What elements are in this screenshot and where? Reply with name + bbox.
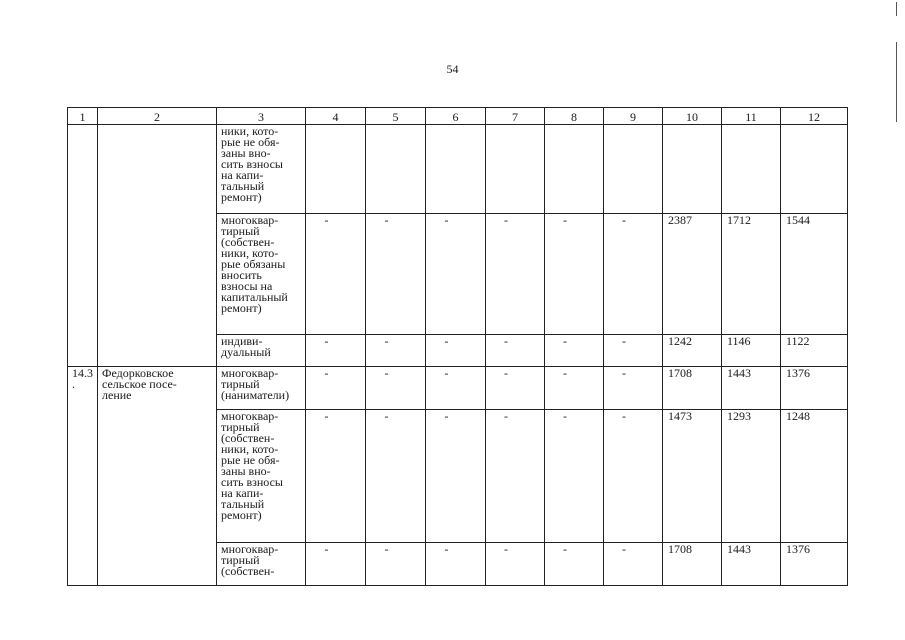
value-cell: - bbox=[545, 543, 604, 586]
value-cell: 1248 bbox=[781, 410, 848, 543]
page-number: 54 bbox=[446, 62, 459, 76]
value-cell: - bbox=[426, 367, 486, 410]
housing-type-cell: многоквар- тирный (собствен- ники, кото- рые обязаны вносить взносы на капитальный ремонт) bbox=[217, 214, 306, 335]
value-cell: - bbox=[366, 214, 426, 335]
value-cell: - bbox=[306, 335, 366, 367]
settlement-name-cell: Федорковское сельское посе- ление bbox=[98, 367, 217, 586]
value-cell: - bbox=[426, 335, 486, 367]
value-cell: 1544 bbox=[781, 214, 848, 335]
header-cell: 4 bbox=[306, 108, 366, 125]
value-cell: - bbox=[486, 410, 545, 543]
value-cell: 1122 bbox=[781, 335, 848, 367]
value-cell: 1293 bbox=[722, 410, 781, 543]
table-header-row bbox=[68, 108, 848, 125]
header-cell: 3 bbox=[217, 108, 306, 125]
value-cell: 1708 bbox=[663, 367, 722, 410]
header-cell: 5 bbox=[366, 108, 426, 125]
value-cell: - bbox=[366, 367, 426, 410]
housing-type-cell: многоквар- тирный (собствен- ники, кото- рые не обя- заны вно- сить взносы на капи- тальный ремонт) bbox=[217, 410, 306, 543]
value-cell: 1712 bbox=[722, 214, 781, 335]
settlement-name-cell bbox=[98, 125, 217, 367]
value-cell bbox=[722, 125, 781, 214]
header-cell: 6 bbox=[426, 108, 486, 125]
header-cell: 1 bbox=[68, 108, 98, 125]
row-number-cell bbox=[68, 125, 98, 367]
table-row bbox=[68, 367, 848, 410]
value-cell: - bbox=[545, 367, 604, 410]
value-cell: 1708 bbox=[663, 543, 722, 586]
value-cell: 1443 bbox=[722, 367, 781, 410]
value-cell: - bbox=[306, 214, 366, 335]
value-cell: 1146 bbox=[722, 335, 781, 367]
value-cell: - bbox=[604, 367, 663, 410]
value-cell: - bbox=[545, 214, 604, 335]
housing-type-cell: многоквар- тирный (собствен- bbox=[217, 543, 306, 586]
value-cell bbox=[604, 125, 663, 214]
housing-type-cell: ники, кото- рые не обя- заны вно- сить взносы на капи- тальный ремонт) bbox=[217, 125, 306, 214]
housing-type-cell: многоквар- тирный (наниматели) bbox=[217, 367, 306, 410]
value-cell bbox=[545, 125, 604, 214]
value-cell: - bbox=[604, 410, 663, 543]
header-cell: 10 bbox=[663, 108, 722, 125]
value-cell: - bbox=[486, 214, 545, 335]
value-cell: - bbox=[366, 335, 426, 367]
value-cell: - bbox=[426, 543, 486, 586]
value-cell bbox=[306, 125, 366, 214]
value-cell: 1473 bbox=[663, 410, 722, 543]
value-cell: - bbox=[306, 543, 366, 586]
row-number-cell: 14.3. bbox=[68, 367, 98, 586]
value-cell bbox=[781, 125, 848, 214]
value-cell bbox=[366, 125, 426, 214]
value-cell: - bbox=[366, 410, 426, 543]
tariff-table bbox=[67, 107, 848, 586]
value-cell bbox=[663, 125, 722, 214]
table-row bbox=[68, 125, 848, 214]
header-cell: 2 bbox=[98, 108, 217, 125]
header-cell: 7 bbox=[486, 108, 545, 125]
value-cell: - bbox=[545, 335, 604, 367]
value-cell: 1443 bbox=[722, 543, 781, 586]
header-cell: 9 bbox=[604, 108, 663, 125]
value-cell: - bbox=[426, 410, 486, 543]
header-cell: 8 bbox=[545, 108, 604, 125]
value-cell: 1242 bbox=[663, 335, 722, 367]
value-cell bbox=[486, 125, 545, 214]
value-cell: - bbox=[486, 543, 545, 586]
value-cell: - bbox=[604, 335, 663, 367]
header-cell: 11 bbox=[722, 108, 781, 125]
value-cell: - bbox=[306, 410, 366, 543]
value-cell bbox=[426, 125, 486, 214]
value-cell: 2387 bbox=[663, 214, 722, 335]
value-cell: - bbox=[306, 367, 366, 410]
value-cell: - bbox=[604, 543, 663, 586]
value-cell: - bbox=[486, 367, 545, 410]
header-cell: 12 bbox=[781, 108, 848, 125]
value-cell: - bbox=[545, 410, 604, 543]
value-cell: 1376 bbox=[781, 367, 848, 410]
value-cell: - bbox=[366, 543, 426, 586]
value-cell: - bbox=[486, 335, 545, 367]
value-cell: - bbox=[426, 214, 486, 335]
housing-type-cell: индиви- дуальный bbox=[217, 335, 306, 367]
value-cell: - bbox=[604, 214, 663, 335]
value-cell: 1376 bbox=[781, 543, 848, 586]
scan-edge-mark bbox=[896, 2, 897, 16]
scan-edge-mark bbox=[896, 42, 897, 122]
